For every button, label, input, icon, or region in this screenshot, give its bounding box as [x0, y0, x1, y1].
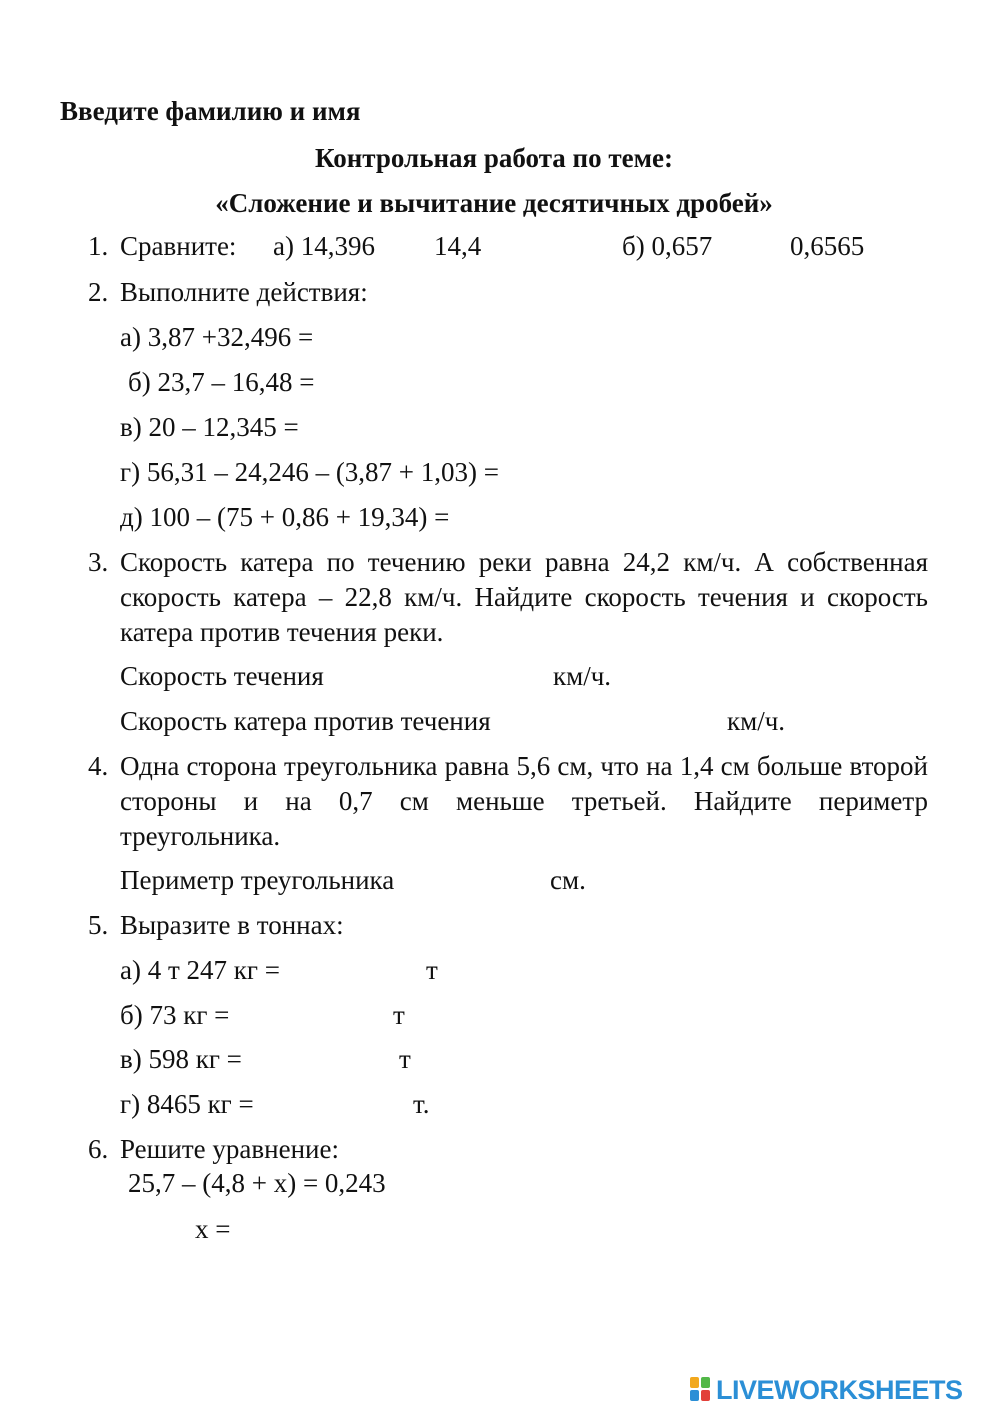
- task-3-answer-2-label: Скорость катера против течения: [120, 706, 491, 736]
- title-line-1: Контрольная работа по теме:: [315, 143, 673, 173]
- task-5-number: 5.: [88, 910, 109, 940]
- task-1-b-left: б) 0,657: [622, 231, 713, 261]
- task-3-number: 3.: [88, 547, 109, 577]
- task-4-answer-label: Периметр треугольника: [120, 865, 395, 895]
- task-3-text: Скорость катера по течению реки равна 24,2 км/ч. А собственная скорость катера – 22,8 км/ч. Найдите скорость течения и скорость катера против течения реки.: [120, 547, 928, 647]
- task-5-item-b-unit: т: [393, 1000, 405, 1030]
- task-5-item-a: а) 4 т 247 кг =: [120, 955, 280, 985]
- task-5-item-d: г) 8465 кг =: [120, 1089, 254, 1119]
- task-5-item-c: в) 598 кг =: [120, 1044, 242, 1074]
- name-prompt: Введите фамилию и имя: [60, 96, 361, 126]
- task-5-item-d-unit: т.: [413, 1089, 430, 1119]
- task-5-label: Выразите в тоннах:: [120, 910, 344, 940]
- task-2-item-e: д) 100 – (75 + 0,86 + 19,34) =: [120, 502, 450, 532]
- task-6-number: 6.: [88, 1134, 109, 1164]
- task-2-item-d: г) 56,31 – 24,246 – (3,87 + 1,03) =: [120, 457, 500, 487]
- task-5-item-b: б) 73 кг =: [120, 1000, 230, 1030]
- task-3-answer-1-unit: км/ч.: [553, 661, 612, 691]
- liveworksheets-logo-icon: [690, 1377, 712, 1403]
- task-4-answer-unit: см.: [550, 865, 586, 895]
- task-2-item-a: а) 3,87 +32,496 =: [120, 322, 314, 352]
- task-5-item-a-unit: т: [426, 955, 438, 985]
- task-5-item-c-unit: т: [399, 1044, 411, 1074]
- task-2-label: Выполните действия:: [120, 277, 368, 307]
- task-2-item-c: в) 20 – 12,345 =: [120, 412, 299, 442]
- task-6-equation: 25,7 – (4,8 + x) = 0,243: [128, 1168, 386, 1198]
- task-6-label: Решите уравнение:: [120, 1134, 339, 1164]
- liveworksheets-logo-text: LIVEWORKSHEETS: [716, 1374, 963, 1405]
- task-1-b-right: 0,6565: [790, 231, 865, 261]
- task-4-number: 4.: [88, 751, 109, 781]
- task-6-answer: x =: [195, 1214, 231, 1244]
- task-3-answer-2-unit: км/ч.: [727, 706, 786, 736]
- task-1-a-left: а) 14,396: [273, 231, 375, 261]
- task-1-number: 1.: [88, 231, 109, 261]
- task-1-a-right: 14,4: [434, 231, 482, 261]
- liveworksheets-logo: [690, 1374, 990, 1406]
- task-4-text: Одна сторона треугольника равна 5,6 см, что на 1,4 см больше второй стороны и на 0,7 см меньше третьей. Найдите периметр треугольника.: [120, 751, 928, 851]
- task-1-label: Сравните:: [120, 231, 237, 261]
- task-2-number: 2.: [88, 277, 109, 307]
- title-line-2: «Сложение и вычитание десятичных дробей»: [215, 188, 773, 218]
- task-3-answer-1-label: Скорость течения: [120, 661, 324, 691]
- task-2-item-b: б) 23,7 – 16,48 =: [128, 367, 315, 397]
